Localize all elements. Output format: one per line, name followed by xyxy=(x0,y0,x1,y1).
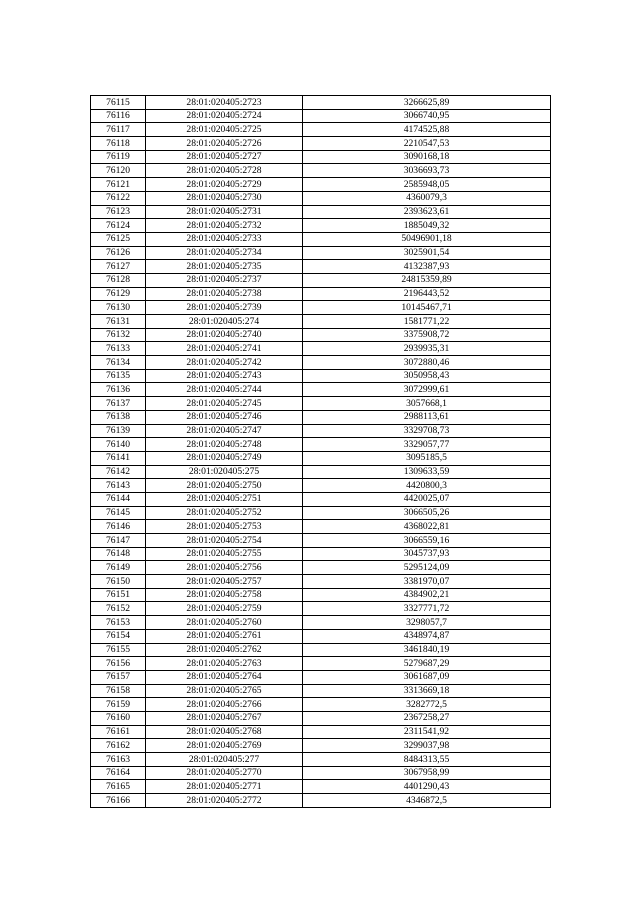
table-row xyxy=(91,356,551,370)
value-cell: 4174525,88 xyxy=(303,123,551,137)
cadastral-number-cell: 28:01:020405:2767 xyxy=(146,711,303,725)
row-number-cell: 76128 xyxy=(91,273,146,287)
cadastral-number-cell: 28:01:020405:2742 xyxy=(146,356,303,370)
cadastral-number-cell: 28:01:020405:2749 xyxy=(146,451,303,465)
cadastral-number-cell: 28:01:020405:2735 xyxy=(146,260,303,274)
cadastral-number-cell: 28:01:020405:2769 xyxy=(146,739,303,753)
table-row xyxy=(91,506,551,520)
row-number-cell: 76163 xyxy=(91,753,146,767)
row-number-cell: 76151 xyxy=(91,588,146,602)
table-row xyxy=(91,561,551,575)
value-cell: 2367258,27 xyxy=(303,711,551,725)
table-row xyxy=(91,287,551,301)
row-number-cell: 76117 xyxy=(91,123,146,137)
value-cell: 4360079,3 xyxy=(303,191,551,205)
table-row xyxy=(91,96,551,110)
row-number-cell: 76147 xyxy=(91,534,146,548)
value-cell: 3050958,43 xyxy=(303,369,551,383)
table-row xyxy=(91,109,551,123)
value-cell: 3066559,16 xyxy=(303,534,551,548)
row-number-cell: 76115 xyxy=(91,96,146,110)
table-row xyxy=(91,328,551,342)
cadastral-number-cell: 28:01:020405:2739 xyxy=(146,301,303,315)
table-row xyxy=(91,451,551,465)
row-number-cell: 76134 xyxy=(91,356,146,370)
row-number-cell: 76158 xyxy=(91,684,146,698)
value-cell: 4132387,93 xyxy=(303,260,551,274)
table-row xyxy=(91,739,551,753)
value-cell: 3299037,98 xyxy=(303,739,551,753)
row-number-cell: 76119 xyxy=(91,150,146,164)
row-number-cell: 76132 xyxy=(91,328,146,342)
value-cell: 3066740,95 xyxy=(303,109,551,123)
cadastral-number-cell: 28:01:020405:2741 xyxy=(146,342,303,356)
row-number-cell: 76129 xyxy=(91,287,146,301)
cadastral-number-cell: 28:01:020405:2729 xyxy=(146,178,303,192)
row-number-cell: 76148 xyxy=(91,547,146,561)
cadastral-number-cell: 28:01:020405:2768 xyxy=(146,725,303,739)
cadastral-number-cell: 28:01:020405:2746 xyxy=(146,410,303,424)
table-row xyxy=(91,205,551,219)
value-cell: 3329708,73 xyxy=(303,424,551,438)
table-row xyxy=(91,711,551,725)
cadastral-number-cell: 28:01:020405:2745 xyxy=(146,397,303,411)
table-row xyxy=(91,383,551,397)
table-body xyxy=(91,96,551,808)
value-cell: 3095185,5 xyxy=(303,451,551,465)
value-cell: 3045737,93 xyxy=(303,547,551,561)
value-cell: 3061687,09 xyxy=(303,670,551,684)
value-cell: 3381970,07 xyxy=(303,575,551,589)
row-number-cell: 76159 xyxy=(91,698,146,712)
table-row xyxy=(91,520,551,534)
cadastral-number-cell: 28:01:020405:2764 xyxy=(146,670,303,684)
row-number-cell: 76165 xyxy=(91,780,146,794)
cadastral-number-cell: 28:01:020405:2756 xyxy=(146,561,303,575)
table-row xyxy=(91,123,551,137)
table-row xyxy=(91,315,551,329)
row-number-cell: 76116 xyxy=(91,109,146,123)
value-cell: 10145467,71 xyxy=(303,301,551,315)
table-row xyxy=(91,191,551,205)
table-row xyxy=(91,766,551,780)
cadastral-number-cell: 28:01:020405:2731 xyxy=(146,205,303,219)
row-number-cell: 76161 xyxy=(91,725,146,739)
table-row xyxy=(91,602,551,616)
cadastral-number-cell: 28:01:020405:2740 xyxy=(146,328,303,342)
cadastral-number-cell: 28:01:020405:2725 xyxy=(146,123,303,137)
value-cell: 4401290,43 xyxy=(303,780,551,794)
row-number-cell: 76140 xyxy=(91,438,146,452)
cadastral-number-cell: 28:01:020405:2755 xyxy=(146,547,303,561)
table-row xyxy=(91,369,551,383)
value-cell: 4368022,81 xyxy=(303,520,551,534)
cadastral-number-cell: 28:01:020405:2737 xyxy=(146,273,303,287)
cadastral-number-cell: 28:01:020405:2761 xyxy=(146,629,303,643)
table-row xyxy=(91,150,551,164)
cadastral-number-cell: 28:01:020405:2757 xyxy=(146,575,303,589)
value-cell: 8484313,55 xyxy=(303,753,551,767)
cadastral-number-cell: 28:01:020405:275 xyxy=(146,465,303,479)
row-number-cell: 76146 xyxy=(91,520,146,534)
cadastral-number-cell: 28:01:020405:2751 xyxy=(146,492,303,506)
value-cell: 3090168,18 xyxy=(303,150,551,164)
cadastral-number-cell: 28:01:020405:2733 xyxy=(146,232,303,246)
row-number-cell: 76154 xyxy=(91,629,146,643)
table-row xyxy=(91,725,551,739)
value-cell: 3067958,99 xyxy=(303,766,551,780)
value-cell: 3313669,18 xyxy=(303,684,551,698)
value-cell: 3266625,89 xyxy=(303,96,551,110)
row-number-cell: 76120 xyxy=(91,164,146,178)
cadastral-number-cell: 28:01:020405:2744 xyxy=(146,383,303,397)
row-number-cell: 76141 xyxy=(91,451,146,465)
table-row xyxy=(91,465,551,479)
value-cell: 2210547,53 xyxy=(303,137,551,151)
value-cell: 3066505,26 xyxy=(303,506,551,520)
table-row xyxy=(91,410,551,424)
value-cell: 4346872,5 xyxy=(303,794,551,808)
value-cell: 3298057,7 xyxy=(303,616,551,630)
table-row xyxy=(91,397,551,411)
row-number-cell: 76118 xyxy=(91,137,146,151)
value-cell: 24815359,89 xyxy=(303,273,551,287)
cadastral-number-cell: 28:01:020405:2772 xyxy=(146,794,303,808)
table-row xyxy=(91,534,551,548)
value-cell: 4420800,3 xyxy=(303,479,551,493)
row-number-cell: 76162 xyxy=(91,739,146,753)
row-number-cell: 76153 xyxy=(91,616,146,630)
value-cell: 4384902,21 xyxy=(303,588,551,602)
cadastral-number-cell: 28:01:020405:2752 xyxy=(146,506,303,520)
cadastral-value-table xyxy=(90,95,551,808)
table-row xyxy=(91,342,551,356)
cadastral-number-cell: 28:01:020405:2770 xyxy=(146,766,303,780)
value-cell: 4348974,87 xyxy=(303,629,551,643)
cadastral-number-cell: 28:01:020405:2724 xyxy=(146,109,303,123)
row-number-cell: 76164 xyxy=(91,766,146,780)
cadastral-number-cell: 28:01:020405:2728 xyxy=(146,164,303,178)
table-row xyxy=(91,232,551,246)
value-cell: 2393623,61 xyxy=(303,205,551,219)
cadastral-number-cell: 28:01:020405:2754 xyxy=(146,534,303,548)
value-cell: 3327771,72 xyxy=(303,602,551,616)
table-row xyxy=(91,260,551,274)
cadastral-number-cell: 28:01:020405:2748 xyxy=(146,438,303,452)
table-row xyxy=(91,424,551,438)
row-number-cell: 76123 xyxy=(91,205,146,219)
table-row xyxy=(91,301,551,315)
cadastral-number-cell: 28:01:020405:2730 xyxy=(146,191,303,205)
value-cell: 1309633,59 xyxy=(303,465,551,479)
cadastral-number-cell: 28:01:020405:2726 xyxy=(146,137,303,151)
value-cell: 3282772,5 xyxy=(303,698,551,712)
table-row xyxy=(91,246,551,260)
value-cell: 3072999,61 xyxy=(303,383,551,397)
row-number-cell: 76152 xyxy=(91,602,146,616)
cadastral-number-cell: 28:01:020405:2758 xyxy=(146,588,303,602)
table-row xyxy=(91,438,551,452)
cadastral-number-cell: 28:01:020405:2732 xyxy=(146,219,303,233)
cadastral-number-cell: 28:01:020405:2734 xyxy=(146,246,303,260)
row-number-cell: 76157 xyxy=(91,670,146,684)
table-row xyxy=(91,588,551,602)
row-number-cell: 76137 xyxy=(91,397,146,411)
row-number-cell: 76130 xyxy=(91,301,146,315)
row-number-cell: 76150 xyxy=(91,575,146,589)
table-row xyxy=(91,780,551,794)
cadastral-number-cell: 28:01:020405:2750 xyxy=(146,479,303,493)
value-cell: 1885049,32 xyxy=(303,219,551,233)
cadastral-number-cell: 28:01:020405:2753 xyxy=(146,520,303,534)
table-row xyxy=(91,657,551,671)
table-row xyxy=(91,164,551,178)
table-row xyxy=(91,273,551,287)
value-cell: 3375908,72 xyxy=(303,328,551,342)
value-cell: 2585948,05 xyxy=(303,178,551,192)
value-cell: 2988113,61 xyxy=(303,410,551,424)
table-row xyxy=(91,670,551,684)
row-number-cell: 76155 xyxy=(91,643,146,657)
table-row xyxy=(91,219,551,233)
cadastral-number-cell: 28:01:020405:2723 xyxy=(146,96,303,110)
row-number-cell: 76136 xyxy=(91,383,146,397)
cadastral-number-cell: 28:01:020405:2743 xyxy=(146,369,303,383)
row-number-cell: 76143 xyxy=(91,479,146,493)
table-row xyxy=(91,492,551,506)
row-number-cell: 76166 xyxy=(91,794,146,808)
value-cell: 5295124,09 xyxy=(303,561,551,575)
value-cell: 50496901,18 xyxy=(303,232,551,246)
value-cell: 3057668,1 xyxy=(303,397,551,411)
table-row xyxy=(91,698,551,712)
row-number-cell: 76144 xyxy=(91,492,146,506)
value-cell: 2311541,92 xyxy=(303,725,551,739)
value-cell: 3329057,77 xyxy=(303,438,551,452)
cadastral-number-cell: 28:01:020405:2760 xyxy=(146,616,303,630)
table-row xyxy=(91,616,551,630)
row-number-cell: 76127 xyxy=(91,260,146,274)
cadastral-number-cell: 28:01:020405:2771 xyxy=(146,780,303,794)
row-number-cell: 76125 xyxy=(91,232,146,246)
table-row xyxy=(91,629,551,643)
cadastral-number-cell: 28:01:020405:2727 xyxy=(146,150,303,164)
value-cell: 5279687,29 xyxy=(303,657,551,671)
row-number-cell: 76139 xyxy=(91,424,146,438)
cadastral-number-cell: 28:01:020405:2765 xyxy=(146,684,303,698)
cadastral-number-cell: 28:01:020405:274 xyxy=(146,315,303,329)
cadastral-number-cell: 28:01:020405:2747 xyxy=(146,424,303,438)
table-row xyxy=(91,178,551,192)
row-number-cell: 76135 xyxy=(91,369,146,383)
table-row xyxy=(91,479,551,493)
row-number-cell: 76160 xyxy=(91,711,146,725)
row-number-cell: 76124 xyxy=(91,219,146,233)
value-cell: 3072880,46 xyxy=(303,356,551,370)
table-row xyxy=(91,794,551,808)
cadastral-number-cell: 28:01:020405:2763 xyxy=(146,657,303,671)
cadastral-number-cell: 28:01:020405:2762 xyxy=(146,643,303,657)
row-number-cell: 76142 xyxy=(91,465,146,479)
row-number-cell: 76156 xyxy=(91,657,146,671)
value-cell: 2939935,31 xyxy=(303,342,551,356)
table-row xyxy=(91,547,551,561)
table-row xyxy=(91,137,551,151)
value-cell: 3036693,73 xyxy=(303,164,551,178)
row-number-cell: 76126 xyxy=(91,246,146,260)
cadastral-number-cell: 28:01:020405:2766 xyxy=(146,698,303,712)
table-row xyxy=(91,684,551,698)
table-row xyxy=(91,753,551,767)
row-number-cell: 76121 xyxy=(91,178,146,192)
value-cell: 3461840,19 xyxy=(303,643,551,657)
row-number-cell: 76145 xyxy=(91,506,146,520)
cadastral-number-cell: 28:01:020405:2738 xyxy=(146,287,303,301)
row-number-cell: 76131 xyxy=(91,315,146,329)
value-cell: 3025901,54 xyxy=(303,246,551,260)
cadastral-number-cell: 28:01:020405:2759 xyxy=(146,602,303,616)
row-number-cell: 76133 xyxy=(91,342,146,356)
row-number-cell: 76149 xyxy=(91,561,146,575)
value-cell: 4420025,07 xyxy=(303,492,551,506)
table-row xyxy=(91,643,551,657)
value-cell: 2196443,52 xyxy=(303,287,551,301)
row-number-cell: 76122 xyxy=(91,191,146,205)
row-number-cell: 76138 xyxy=(91,410,146,424)
value-cell: 1581771,22 xyxy=(303,315,551,329)
table-row xyxy=(91,575,551,589)
cadastral-number-cell: 28:01:020405:277 xyxy=(146,753,303,767)
